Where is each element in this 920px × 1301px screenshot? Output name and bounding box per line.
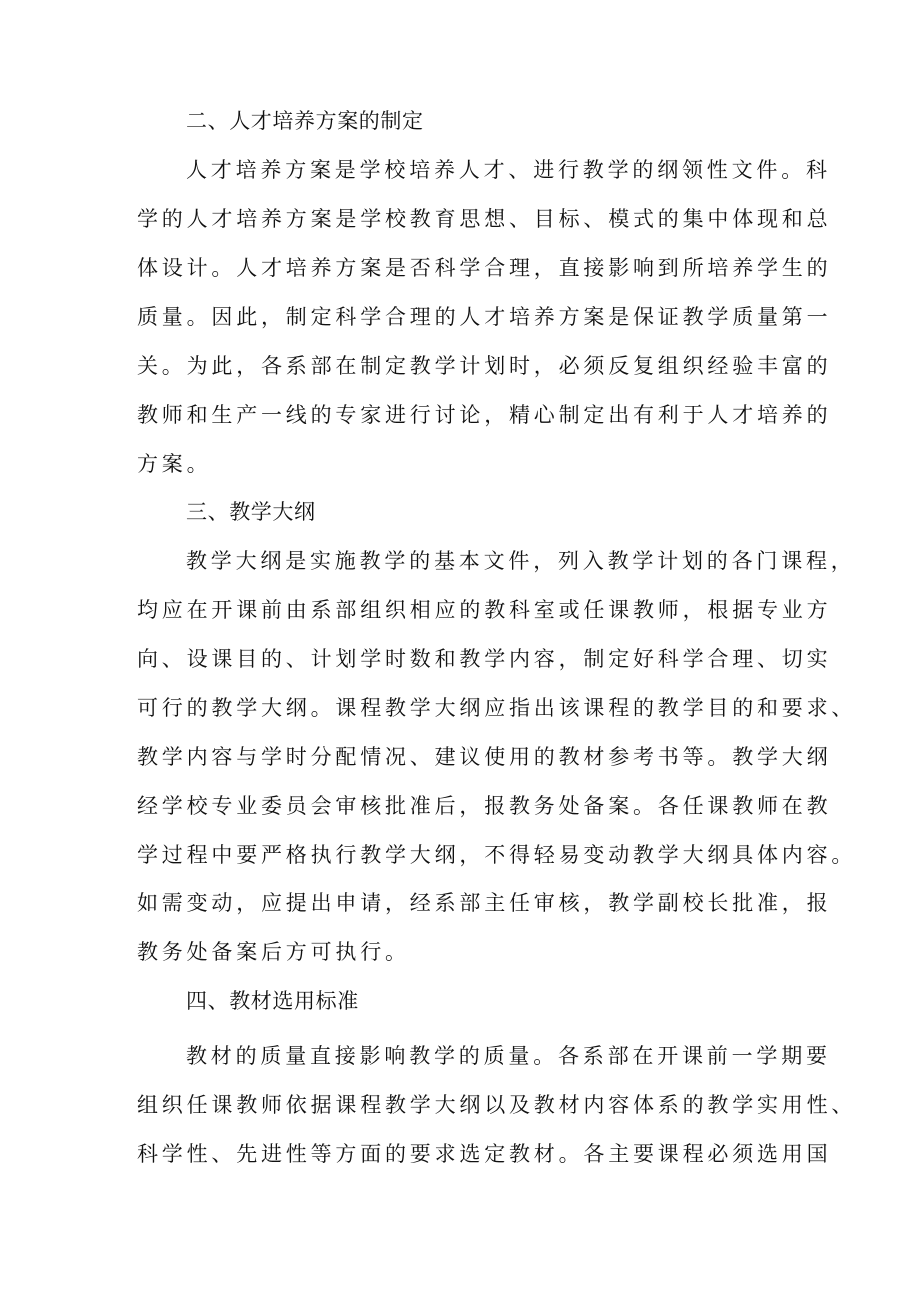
section-heading-2: 二、人才培养方案的制定 bbox=[186, 109, 424, 133]
section-heading-4: 四、教材选用标准 bbox=[186, 989, 359, 1013]
section-heading-3: 三、教学大纲 bbox=[186, 500, 316, 524]
paragraph-line: 学过程中要严格执行教学大纲，不得轻易变动教学大纲具体内容。 bbox=[137, 843, 857, 867]
paragraph-line: 教学大纲是实施教学的基本文件，列入教学计划的各门课程， bbox=[186, 549, 856, 573]
paragraph-line: 质量。因此，制定科学合理的人才培养方案是保证教学质量第一 bbox=[137, 305, 832, 329]
paragraph-line: 教务处备案后方可执行。 bbox=[137, 940, 410, 964]
paragraph-line: 教师和生产一线的专家进行讨论，精心制定出有利于人才培养的 bbox=[137, 403, 832, 427]
paragraph-line: 教学内容与学时分配情况、建议使用的教材参考书等。教学大纲 bbox=[137, 745, 832, 769]
paragraph-line: 关。为此，各系部在制定教学计划时，必须反复组织经验丰富的 bbox=[137, 354, 832, 378]
paragraph-line: 方案。 bbox=[137, 452, 212, 476]
paragraph-line: 科学性、先进性等方面的要求选定教材。各主要课程必须选用国 bbox=[137, 1142, 832, 1166]
paragraph-line: 教材的质量直接影响教学的质量。各系部在开课前一学期要 bbox=[186, 1044, 831, 1068]
paragraph-line: 如需变动，应提出申请，经系部主任审核，教学副校长批准，报 bbox=[137, 891, 832, 915]
paragraph-line: 均应在开课前由系部组织相应的教科室或任课教师，根据专业方 bbox=[137, 598, 832, 622]
paragraph-line: 人才培养方案是学校培养人才、进行教学的纲领性文件。科 bbox=[186, 158, 831, 182]
paragraph-line: 体设计。人才培养方案是否科学合理，直接影响到所培养学生的 bbox=[137, 256, 832, 280]
paragraph-line: 经学校专业委员会审核批准后，报教务处备案。各任课教师在教 bbox=[137, 794, 832, 818]
paragraph-line: 向、设课目的、计划学时数和教学内容，制定好科学合理、切实 bbox=[137, 647, 832, 671]
paragraph-line: 组织任课教师依据课程教学大纲以及教材内容体系的教学实用性、 bbox=[137, 1093, 857, 1117]
paragraph-line: 学的人才培养方案是学校教育思想、目标、模式的集中体现和总 bbox=[137, 207, 832, 231]
paragraph-line: 可行的教学大纲。课程教学大纲应指出该课程的教学目的和要求、 bbox=[137, 696, 857, 720]
